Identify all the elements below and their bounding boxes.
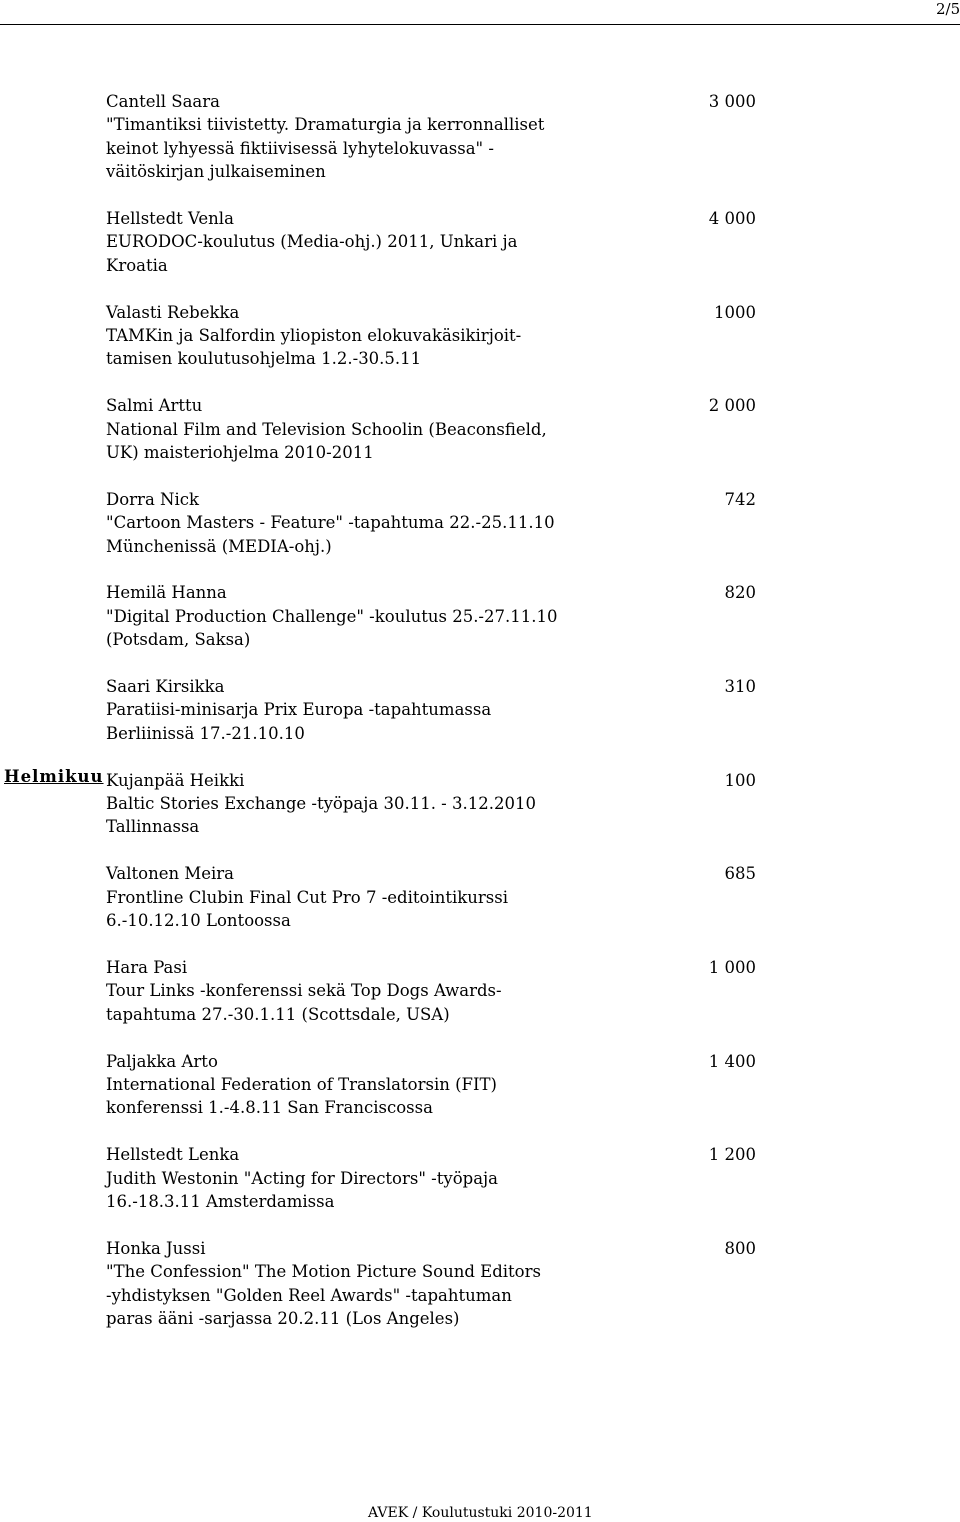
grant-list [0,90,960,1354]
grant-entry [106,394,756,464]
grant-entry [106,769,756,839]
page-footer: AVEK / Koulutustuki 2010-2011 [368,1505,593,1521]
grant-amount: 310 [724,677,756,697]
grant-description: "The Confession" The Motion Picture Sound Editors -yhdistyksen "Golden Reel Awards" -tapahtuman paras ääni -sarjassa 20.2.11 (Los Angeles) [106,1262,541,1328]
grant-amount: 4 000 [708,209,756,229]
grant-description: Tour Links -konferenssi sekä Top Dogs Awards- tapahtuma 27.-30.1.11 (Scottsdale, USA) [106,981,502,1024]
grant-description: National Film and Television Schoolin (Beaconsfield, UK) maisteriohjelma 2010-2011 [106,419,547,463]
grant-entry [106,675,756,745]
grant-amount: 820 [724,583,756,603]
recipient-name: Honka Jussi [106,1238,206,1258]
grant-entry [106,1143,756,1213]
recipient-name: Paljakka Arto [106,1051,218,1071]
grant-entry [106,581,756,651]
grant-entry [106,488,756,558]
grant-description: "Digital Production Challenge" -koulutus 25.-27.11.10 (Potsdam, Saksa) [106,606,558,650]
grant-description: "Timantiksi tiivistetty. Dramaturgia ja kerronnalliset keinot lyhyessä fiktiivisessä lyhytelokuvassa" - väitöskirjan julkaiseminen [106,115,545,182]
grant-entry [106,301,756,371]
grant-amount: 1 400 [708,1051,756,1071]
recipient-name: Saari Kirsikka [106,677,225,697]
grant-description: Frontline Clubin Final Cut Pro 7 -editointikurssi 6.-10.12.10 Lontoossa [106,887,508,931]
grant-group [0,90,960,745]
grant-description: Judith Westonin "Acting for Directors" -työpaja 16.-18.3.11 Amsterdamissa [106,1168,498,1211]
grant-amount: 2 000 [708,396,756,416]
recipient-name: Hara Pasi [106,957,188,977]
recipient-name: Hellstedt Venla [106,209,234,229]
recipient-name: Cantell Saara [106,92,220,111]
grant-amount: 1 000 [708,957,756,977]
grant-description: International Federation of Translatorsin (FIT) konferenssi 1.-4.8.11 San Franciscossa [106,1074,497,1118]
grant-entry [106,1237,756,1331]
recipient-name: Kujanpää Heikki [106,770,245,790]
grant-amount: 3 000 [708,92,756,111]
recipient-name: Valasti Rebekka [106,302,240,322]
grant-entry [106,207,756,277]
recipient-name: Dorra Nick [106,489,199,509]
grant-entry [106,956,756,1026]
grant-amount: 1000 [714,302,756,322]
grant-description: Baltic Stories Exchange -työpaja 30.11. - 3.12.2010 Tallinnassa [106,794,536,837]
recipient-name: Valtonen Meira [106,864,235,884]
page-number: 2/5 [936,0,960,18]
grant-description: Paratiisi-minisarja Prix Europa -tapahtumassa Berliinissä 17.-21.10.10 [106,700,492,743]
recipient-name: Hellstedt Lenka [106,1145,240,1165]
grant-description: TAMKin ja Salfordin yliopiston elokuvakäsikirjoit- tamisen koulutusohjelma 1.2.-30.5.11 [106,326,522,369]
grant-amount: 100 [724,770,756,790]
grant-description: EURODOC-koulutus (Media-ohj.) 2011, Unkari ja Kroatia [106,232,518,275]
grant-amount: 1 200 [708,1145,756,1165]
recipient-name: Hemilä Hanna [106,583,227,603]
grant-description: "Cartoon Masters - Feature" -tapahtuma 22.-25.11.10 Münchenissä (MEDIA-ohj.) [106,513,555,556]
grant-entry [106,1050,756,1120]
header-rule [0,24,960,25]
grant-entry [106,90,756,184]
grant-amount: 742 [724,489,756,509]
grant-amount: 800 [724,1238,756,1258]
grant-amount: 685 [724,864,756,884]
recipient-name: Salmi Arttu [106,396,203,416]
grant-group: Helmikuu Kujanpää Heikki 100 Baltic Stories Exchange -työpaja 30.11. - 3.12.2010 Tallinnassa Valtonen Meira 685 Frontline Clubin Final Cut Pro 7 -editointikurssi 6.-10.12.10 Lontoossa Hara Pasi 1 000 Tour Links -konferenssi sekä Top Dogs Awards- tapahtuma 27.-30.1.11 (Scottsdale, USA) Paljakka Arto 1 400 International Federation of Translatorsin (FIT) konferenssi 1.-4.8.11 San Franciscossa Hellstedt Lenka 1 200 Judith Westonin "Acting for Directors" -työpaja 16.-18.3.11 Amsterdamissa Honka Jussi 800 "The Confession" The Motion Picture Sound Editors -yhdistyksen "Golden Reel Awards" -tapahtuman paras ääni -sarjassa 20.2.11 (Los Angeles) [0,769,960,1331]
grant-entry [106,862,756,932]
